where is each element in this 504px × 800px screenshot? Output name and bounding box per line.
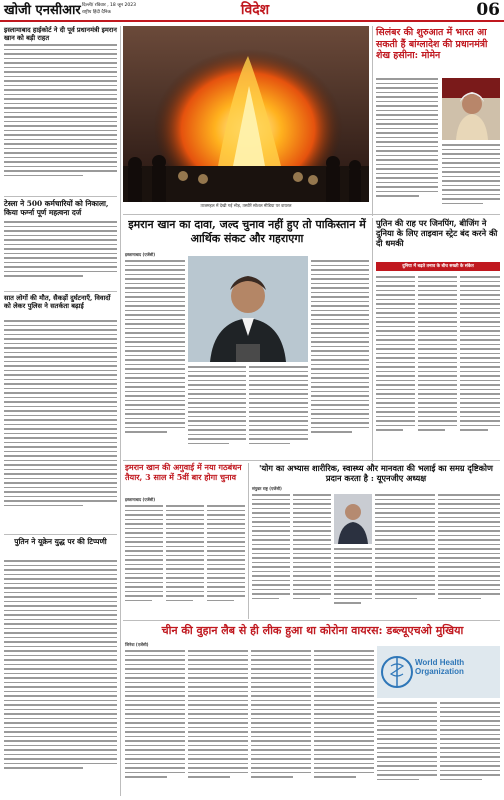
article-body <box>252 494 290 616</box>
article-body <box>125 650 185 796</box>
article-body <box>125 260 185 456</box>
headline: इमरान खान की अगुवाई में नया गठबंधन तैयार, 3 साल में 5वीं बार होगा चुनाव <box>125 462 242 482</box>
portrait-image <box>442 78 500 140</box>
article-body <box>438 494 500 616</box>
article-body <box>166 505 204 617</box>
kicker-bar: दुनिया में बढ़ते तनाव के बीच सख्ती के संकेत <box>376 262 500 271</box>
article-body <box>4 221 117 287</box>
article-body <box>334 548 372 616</box>
un-president-photo <box>334 494 372 544</box>
column-divider <box>372 26 373 216</box>
divider <box>4 534 117 535</box>
section-title: विदेश <box>240 2 270 18</box>
article-body <box>377 702 437 796</box>
article-body <box>311 260 369 456</box>
portrait-image <box>188 256 308 362</box>
headline: टेस्ला ने 500 कर्मचारियों को निकाला, किया फर्ग्ना पूर्ण महत्वना दर्ज <box>4 199 109 217</box>
article-body <box>207 505 245 617</box>
article-body <box>249 366 308 456</box>
article-body <box>418 276 457 456</box>
portrait-image <box>334 494 372 544</box>
who-sign-text: World Health Organization <box>415 658 465 676</box>
divider <box>4 196 117 197</box>
byline: संयुक्त राष्ट्र (एजेंसी) <box>252 486 282 491</box>
left-story-1 <box>4 26 117 42</box>
article-body <box>251 650 311 796</box>
who-logo-photo <box>377 646 500 698</box>
imran-photo <box>188 256 308 362</box>
hasina-photo <box>442 78 500 140</box>
headline: सात लोगों की मौत, सैकड़ों दुर्घटनाएँ, विवादों को लेकर पुलिस ने सतर्कता बढ़ाई <box>4 294 111 310</box>
article-body <box>375 494 435 616</box>
article-body <box>442 144 500 212</box>
column-divider <box>120 26 121 796</box>
article-body <box>188 650 248 796</box>
article-body <box>125 505 163 617</box>
divider <box>4 291 117 292</box>
article-body <box>4 44 117 192</box>
left-story-3 <box>4 294 117 310</box>
issue-date: दिल्ली/ रविवार , 18 जून 2023 <box>82 3 136 8</box>
imran-alliance-story <box>125 463 245 482</box>
tagline: राष्ट्रीय हिंदी दैनिक <box>82 10 111 15</box>
headline: 'योग का अभ्यास शारीरिक, स्वास्थ्य और मानवता की भलाई का समग्र दृष्टिकोण प्रदान करता है : यूएनजीए अध्यक्ष <box>259 463 493 483</box>
page-number: 06 <box>476 0 500 20</box>
masthead <box>0 0 504 22</box>
photo-caption: ताजमहल में देखी गई भीड़, तस्वीरें सोशल मीडिया पर वायरल <box>200 203 292 208</box>
article-body <box>376 78 438 212</box>
article-body <box>376 276 415 456</box>
left-story-2 <box>4 199 117 217</box>
brand-logo: खोजी एनसीआर <box>4 3 81 18</box>
putin-story <box>376 218 500 248</box>
hasina-story <box>376 27 500 62</box>
left-story-4 <box>4 537 117 546</box>
headline: पुतिन की राह पर जिनपिंग, बीजिंग ने दुनिया के लिए ताइवान स्ट्रेट बंद करने की दी धमकी <box>376 218 498 248</box>
divider <box>123 620 500 621</box>
byline: जिनेवा (एजेंसी) <box>125 642 149 647</box>
un-yoga-story <box>252 463 500 483</box>
divider <box>123 214 500 215</box>
headline: पुतिन ने यूक्रेन युद्ध पर की टिप्पणी <box>14 537 107 546</box>
headline: इमरान खान का दावा, जल्द चुनाव नहीं हुए तो पाकिस्तान में आर्थिक संकट और गहराएगा <box>128 218 366 245</box>
byline: इस्लामाबाद (एजेंसी) <box>125 252 156 257</box>
byline: इस्लामाबाद (एजेंसी) <box>125 497 156 502</box>
article-body <box>440 702 500 796</box>
article-body <box>314 650 374 796</box>
main-story <box>125 218 369 245</box>
article-body <box>4 560 117 796</box>
festival-photo <box>123 26 369 202</box>
column-divider <box>248 463 249 619</box>
headline: इस्लामाबाद हाईकोर्ट ने दी पूर्व प्रधानमंत्री इमरान खान को बड़ी राहत <box>4 26 117 42</box>
headline: चीन की वुहान लैब से ही लीक हुआ था कोरोना वायरस: डब्ल्यूएचओ मुखिया <box>161 624 464 637</box>
divider <box>123 460 500 461</box>
article-body <box>460 276 500 456</box>
article-body <box>4 320 117 530</box>
bonfire-image <box>123 26 369 202</box>
column-divider <box>372 218 373 462</box>
headline: सिलंबर की शुरुआत में भारत आ सकती हैं बांग्लादेश की प्रधानमंत्री शेख हसीना: मोमेन <box>376 27 488 61</box>
who-story <box>125 624 500 637</box>
article-body <box>293 494 331 616</box>
article-body <box>188 366 246 456</box>
